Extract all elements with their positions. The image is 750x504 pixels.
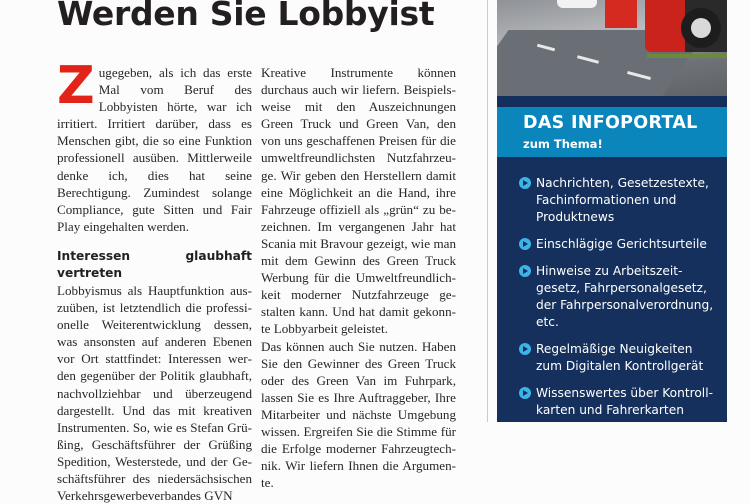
infoportal-feature-list bbox=[497, 175, 727, 422]
list-item bbox=[497, 175, 716, 226]
navy-band bbox=[497, 96, 727, 107]
article-column-2 bbox=[261, 64, 456, 491]
wheel-hub-shape bbox=[691, 18, 711, 38]
body-paragraph: Lobbyismus als Hauptfunktion auszuüben, ist letztendlich die professionelle Weiterentwicklung dessen, was ansonsten auf anderen Ebenen vor Ort stattfindet: Interessen werden gegenüber der Politik glaubhaft, nachvollziehbar und überzeugend dargestellt. Und das mit kreativen Instrumenten. So, wie es Stefan Grüßing, Geschäftsführer der Grüßing Spedition, Westerstede, und der Geschäftsführer des niedersächsischen Verkehrsgewerbeverbandes GVN bbox=[57, 282, 252, 504]
vehicle-shape bbox=[557, 0, 597, 8]
dropcap-letter: Z bbox=[57, 56, 95, 116]
arrow-circle-icon bbox=[519, 265, 531, 277]
infoportal-header bbox=[497, 107, 727, 157]
red-truck-shape bbox=[605, 0, 637, 28]
infoportal-title: DAS INFOPORTAL bbox=[523, 113, 698, 133]
arrow-circle-icon bbox=[519, 238, 531, 250]
trucks-photo bbox=[497, 0, 727, 96]
intro-text: ugegeben, als ich das erste Mal vom Beruf des Lobbyisten hörte, war ich irritiert. Irritiert darüber, dass es Menschen gibt, die so eine Funktion professionell ausüben. Mittlerweile denke ich, dies hat seine Berechtigung. Zumindest solange Compliance, gute Sitten und Fair Play eingehalten werden. bbox=[57, 65, 252, 234]
list-item bbox=[497, 341, 716, 375]
list-item bbox=[497, 236, 716, 253]
section-subheading: Interessen glaubhaft vertreten bbox=[57, 248, 252, 280]
column-divider bbox=[487, 0, 488, 422]
arrow-circle-icon bbox=[519, 343, 531, 355]
list-item-label: Wissenswertes über Kontrollkarten und Fahrerkarten bbox=[536, 386, 713, 417]
list-item-label: Einschlägige Gerichtsurteile bbox=[536, 237, 707, 251]
article-column-1 bbox=[57, 56, 252, 504]
list-item bbox=[497, 263, 716, 331]
body-paragraph: Kreative Instrumente können durchaus auch wir liefern. Beispielsweise mit den Auszeichnungen Green Truck und Green Van, den von uns geschaffenen Preisen für die umweltfreundlichsten Nutzfahrzeuge. Wir geben den Herstellern damit eine Möglichkeit an die Hand, ihre Fahrzeuge offiziell als „grün“ zu bezeichnen. Im vergangenen Jahr hat Scania mit Bravour gezeigt, wie man mit dem Gewinn des Green Truck Werbung für die Umweltfreundlichkeit moderner Nutzfahrzeuge gestalten kann. Und hat damit gekonnte Lobbyarbeit geleistet. bbox=[261, 65, 456, 337]
body-paragraph: Das können auch Sie nutzen. Haben Sie den Gewinner des Green Truck oder des Green Van im Fuhrpark, lassen Sie es Ihre Auftraggeber, Ihre Mitarbeiter und nächste Umgebung wissen. Ergreifen Sie die Stimme für die Erfolge moderner Fahrzeugtechnik. Wir liefern Ihnen die Argumente. bbox=[261, 338, 456, 491]
list-item-label: Nachrichten, Gesetzestexte, Fachinformationen und Produktnews bbox=[536, 176, 709, 224]
arrow-circle-icon bbox=[519, 387, 531, 399]
arrow-circle-icon bbox=[519, 177, 531, 189]
infoportal-sidebar[interactable] bbox=[497, 0, 727, 422]
list-item-label: Hinweise zu Arbeitszeitgesetz, Fahrpersonalgesetz, der Fahrpersonalverordnung, etc. bbox=[536, 264, 714, 329]
article-title: Werden Sie Lobbyist bbox=[57, 0, 435, 33]
list-item bbox=[497, 385, 716, 419]
infoportal-subtitle: zum Thema! bbox=[523, 137, 603, 151]
list-item-label: Regelmäßige Neuigkeiten zum Digitalen Kontrollgerät bbox=[536, 342, 704, 373]
grass-strip bbox=[647, 54, 727, 58]
intro-paragraph bbox=[57, 56, 252, 235]
